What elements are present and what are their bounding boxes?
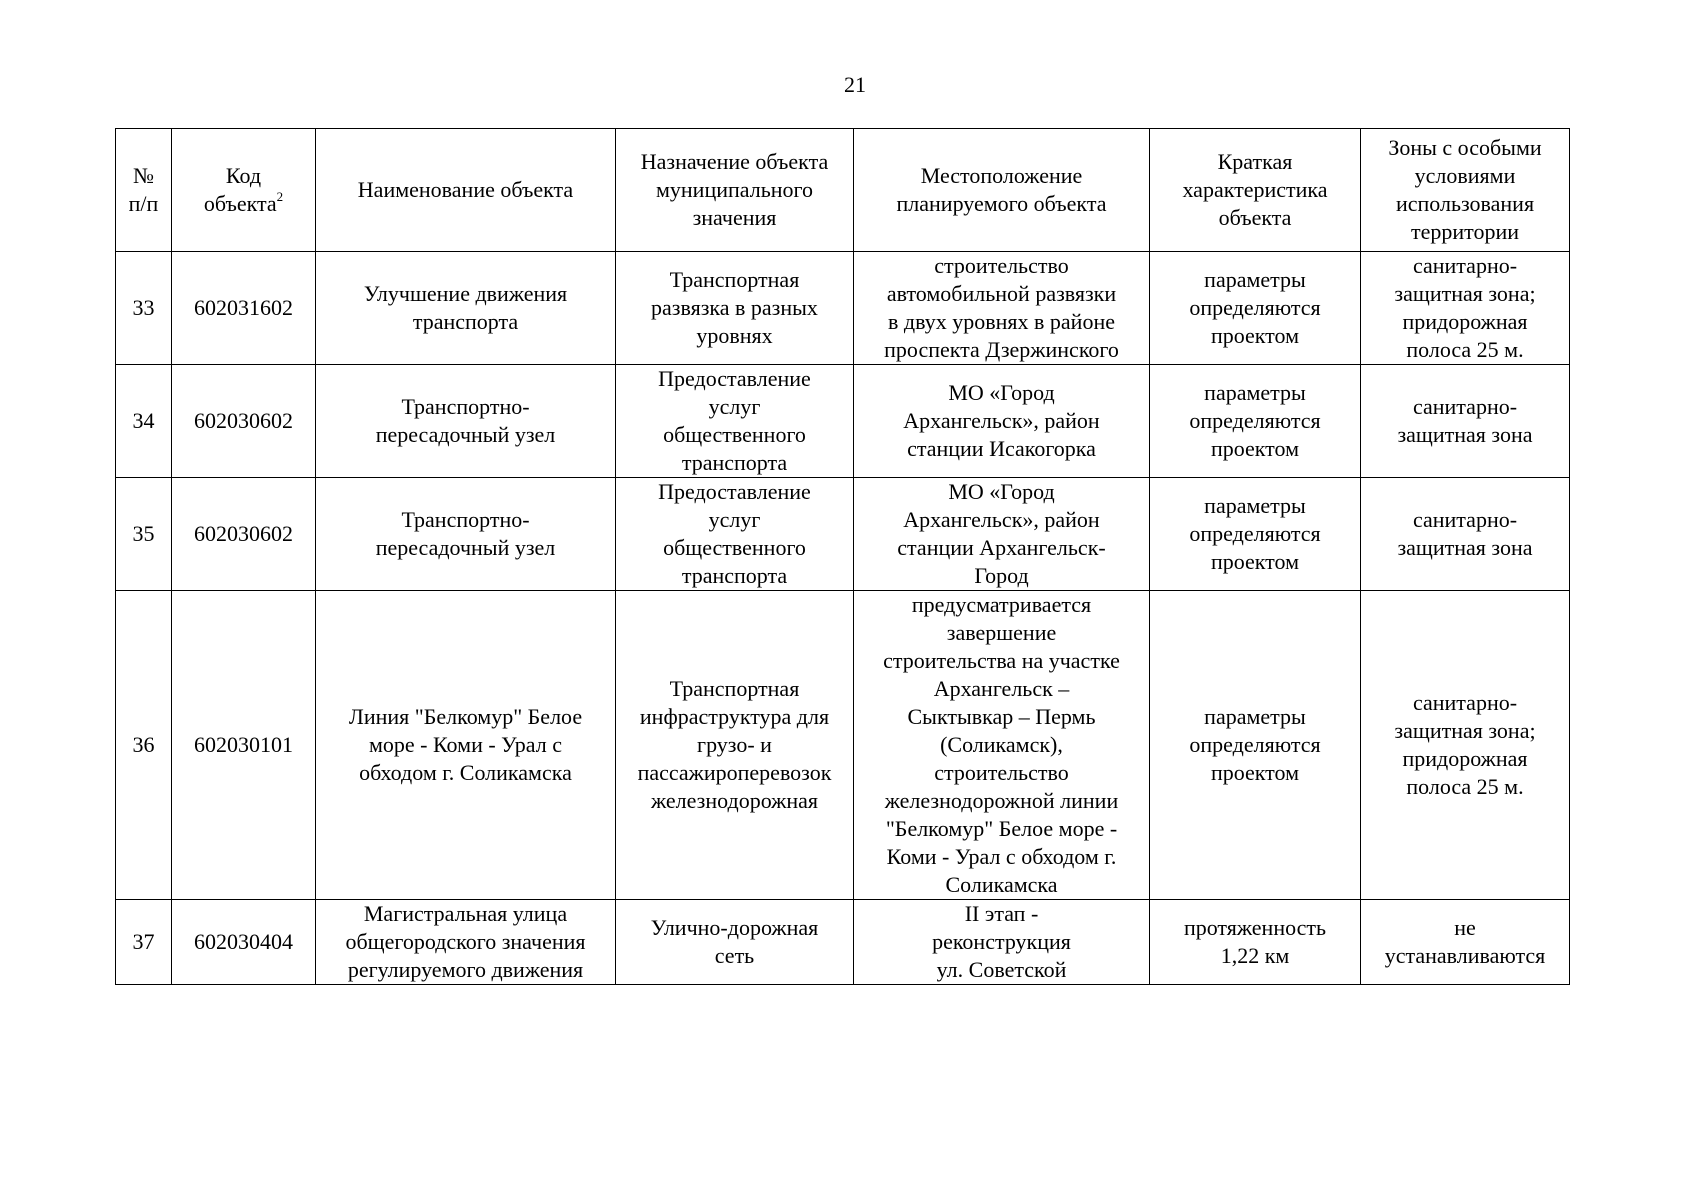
header-text-line: использования [1395, 191, 1535, 216]
cell-text-line: полоса 25 м. [1406, 337, 1524, 362]
cell-text-line: услуг [708, 507, 761, 532]
cell-text-line: 602030101 [194, 732, 293, 757]
header-text-line: Зоны с особыми [1388, 135, 1542, 160]
cell-code [172, 252, 316, 365]
cell-text-line: Улично-дорожная [650, 915, 819, 940]
cell-zones [1361, 252, 1570, 365]
cell-zones [1361, 478, 1570, 591]
header-cell-name [316, 129, 616, 252]
cell-text-line: общественного [663, 535, 806, 560]
cell-text-line: Транспортная [669, 267, 800, 292]
cell-text-line: определяются [1189, 295, 1321, 320]
cell-zones [1361, 365, 1570, 478]
cell-text-line: Город [974, 563, 1029, 588]
cell-characteristics [1150, 365, 1361, 478]
cell-text-line: общегородского значения [345, 929, 586, 954]
cell-text-line: море - Коми - Урал с [368, 732, 563, 757]
cell-code [172, 365, 316, 478]
table-row [116, 252, 1570, 365]
cell-code [172, 900, 316, 985]
cell-text-line: параметры [1204, 493, 1306, 518]
cell-text-line: полоса 25 м. [1406, 774, 1524, 799]
cell-code [172, 478, 316, 591]
cell-text-line: санитарно- [1412, 690, 1518, 715]
header-text-line: планируемого объекта [896, 191, 1107, 216]
cell-zones [1361, 900, 1570, 985]
cell-text-line: 1,22 км [1220, 943, 1290, 968]
cell-name [316, 591, 616, 900]
cell-characteristics [1150, 900, 1361, 985]
cell-text-line: проспекта Дзержинского [884, 337, 1119, 362]
header-text-line: объекта$^2$ [203, 188, 284, 216]
cell-text-line: железнодорожная [650, 788, 819, 813]
cell-text-line: параметры [1204, 380, 1306, 405]
cell-text-line: защитная зона; [1394, 718, 1536, 743]
cell-purpose [616, 900, 854, 985]
cell-text-line: предусматривается [911, 592, 1092, 617]
header-text-line: Наименование объекта [357, 177, 574, 202]
table-header [116, 129, 1570, 252]
cell-text-line: Сыктывкар – Пермь [907, 704, 1096, 729]
cell-text-line: Архангельск», район [903, 507, 1100, 532]
header-cell-purpose [616, 129, 854, 252]
cell-text-line: защитная зона; [1394, 281, 1536, 306]
cell-text-line: железнодорожной линии [884, 788, 1119, 813]
cell-text-line: параметры [1204, 704, 1306, 729]
cell-characteristics [1150, 591, 1361, 900]
cell-text-line: регулируемого движения [347, 957, 584, 982]
cell-location [854, 365, 1150, 478]
cell-name [316, 365, 616, 478]
header-text-line: условиями [1414, 163, 1516, 188]
cell-num [116, 365, 172, 478]
cell-name [316, 900, 616, 985]
header-cell-zones [1361, 129, 1570, 252]
cell-location [854, 591, 1150, 900]
cell-text-line: транспорта [681, 450, 788, 475]
table-body [116, 252, 1570, 985]
cell-text-line: санитарно- [1412, 253, 1518, 278]
table-row [116, 591, 1570, 900]
cell-text-line: 35 [132, 521, 155, 546]
cell-text-line: строительство [934, 760, 1069, 785]
page-number: 21 [844, 72, 866, 97]
cell-text-line: 34 [132, 408, 155, 433]
cell-purpose [616, 478, 854, 591]
cell-text-line: транспорта [412, 309, 519, 334]
cell-text-line: придорожная [1402, 309, 1528, 334]
cell-text-line: Архангельск», район [903, 408, 1100, 433]
header-text-line: п/п [128, 191, 159, 216]
cell-text-line: уровнях [696, 323, 773, 348]
cell-text-line: Предоставление [658, 479, 811, 504]
header-text-line: объекта [1218, 205, 1292, 230]
cell-text-line: транспорта [681, 563, 788, 588]
cell-num [116, 252, 172, 365]
table-row [116, 478, 1570, 591]
cell-text-line: протяженность [1183, 915, 1327, 940]
cell-text-line: МО «Город [948, 380, 1055, 405]
planned-objects-table [115, 128, 1570, 985]
cell-text-line: строительство [934, 253, 1069, 278]
cell-text-line: реконструкция [932, 929, 1071, 954]
cell-text-line: Архангельск – [933, 676, 1070, 701]
cell-text-line: общественного [663, 422, 806, 447]
header-text-line: значения [692, 205, 777, 230]
cell-text-line: обходом г. Соликамска [359, 760, 572, 785]
header-text-line: № [133, 163, 154, 188]
cell-text-line: инфраструктура для [639, 704, 830, 729]
cell-text-line: пассажироперевозок [637, 760, 832, 785]
cell-text-line: станции Архангельск- [897, 535, 1106, 560]
cell-text-line: Магистральная улица [363, 901, 568, 926]
cell-text-line: санитарно- [1412, 507, 1518, 532]
cell-text-line: 602030602 [194, 521, 293, 546]
cell-text-line: проектом [1210, 760, 1300, 785]
cell-num [116, 478, 172, 591]
cell-purpose [616, 252, 854, 365]
cell-text-line: 36 [132, 732, 155, 757]
header-cell-characteristics [1150, 129, 1361, 252]
cell-text-line: Коми - Урал с обходом г. [886, 844, 1117, 869]
cell-text-line: параметры [1204, 267, 1306, 292]
cell-name [316, 478, 616, 591]
cell-location [854, 900, 1150, 985]
header-cell-num [116, 129, 172, 252]
cell-characteristics [1150, 252, 1361, 365]
cell-text-line: станции Исакогорка [907, 436, 1096, 461]
cell-location [854, 252, 1150, 365]
cell-text-line: Линия "Белкомур" Белое [348, 704, 583, 729]
cell-text-line: санитарно- [1412, 394, 1518, 419]
cell-zones [1361, 591, 1570, 900]
cell-text-line: автомобильной развязки [886, 281, 1117, 306]
cell-name [316, 252, 616, 365]
cell-text-line: защитная зона [1397, 422, 1533, 447]
cell-purpose [616, 591, 854, 900]
cell-text-line: 602030602 [194, 408, 293, 433]
header-cell-code [172, 129, 316, 252]
cell-text-line: грузо- и [697, 732, 772, 757]
cell-text-line: Соликамска [945, 872, 1058, 897]
header-row [116, 129, 1570, 252]
cell-text-line: Транспортно- [401, 394, 530, 419]
cell-text-line: сеть [714, 943, 755, 968]
cell-text-line: определяются [1189, 732, 1321, 757]
cell-text-line: ул. Советской [936, 957, 1067, 982]
cell-text-line: 602031602 [194, 295, 293, 320]
cell-text-line: не [1454, 915, 1476, 940]
header-text-line: муниципального [655, 177, 813, 202]
header-text-line: Код [225, 163, 262, 188]
cell-characteristics [1150, 478, 1361, 591]
cell-text-line: придорожная [1402, 746, 1528, 771]
table-row [116, 900, 1570, 985]
cell-text-line: Улучшение движения [363, 281, 568, 306]
cell-text-line: Предоставление [658, 366, 811, 391]
header-cell-location [854, 129, 1150, 252]
cell-text-line: Транспортно- [401, 507, 530, 532]
cell-code [172, 591, 316, 900]
footnote-marker: 2 [276, 188, 284, 204]
cell-text-line: устанавливаются [1384, 943, 1546, 968]
cell-text-line: 33 [132, 295, 155, 320]
table-row [116, 365, 1570, 478]
cell-purpose [616, 365, 854, 478]
cell-text-line: защитная зона [1397, 535, 1533, 560]
cell-text-line: пересадочный узел [375, 535, 556, 560]
header-text-line: территории [1410, 219, 1520, 244]
header-text-line: Местоположение [920, 163, 1083, 188]
cell-location [854, 478, 1150, 591]
header-text-line: характеристика [1182, 177, 1328, 202]
cell-text-line: в двух уровнях в районе [888, 309, 1115, 334]
cell-text-line: строительства на участке [883, 648, 1120, 673]
cell-num [116, 900, 172, 985]
cell-text-line: определяются [1189, 521, 1321, 546]
cell-text-line: определяются [1189, 408, 1321, 433]
cell-text-line: пересадочный узел [375, 422, 556, 447]
cell-text-line: (Соликамск), [940, 732, 1063, 757]
cell-text-line: проектом [1210, 549, 1300, 574]
cell-text-line: Транспортная [669, 676, 800, 701]
cell-text-line: услуг [708, 394, 761, 419]
cell-text-line: проектом [1210, 323, 1300, 348]
cell-text-line: завершение [946, 620, 1057, 645]
cell-text-line: МО «Город [948, 479, 1055, 504]
cell-text-line: 37 [132, 929, 155, 954]
cell-text-line: развязка в разных [651, 295, 818, 320]
header-text-line: Краткая [1217, 149, 1293, 174]
cell-num [116, 591, 172, 900]
cell-text-line: "Белкомур" Белое море - [885, 816, 1118, 841]
cell-text-line: 602030404 [194, 929, 293, 954]
cell-text-line: II этап - [964, 901, 1039, 926]
cell-text-line: проектом [1210, 436, 1300, 461]
header-text-line: Назначение объекта [640, 149, 829, 174]
